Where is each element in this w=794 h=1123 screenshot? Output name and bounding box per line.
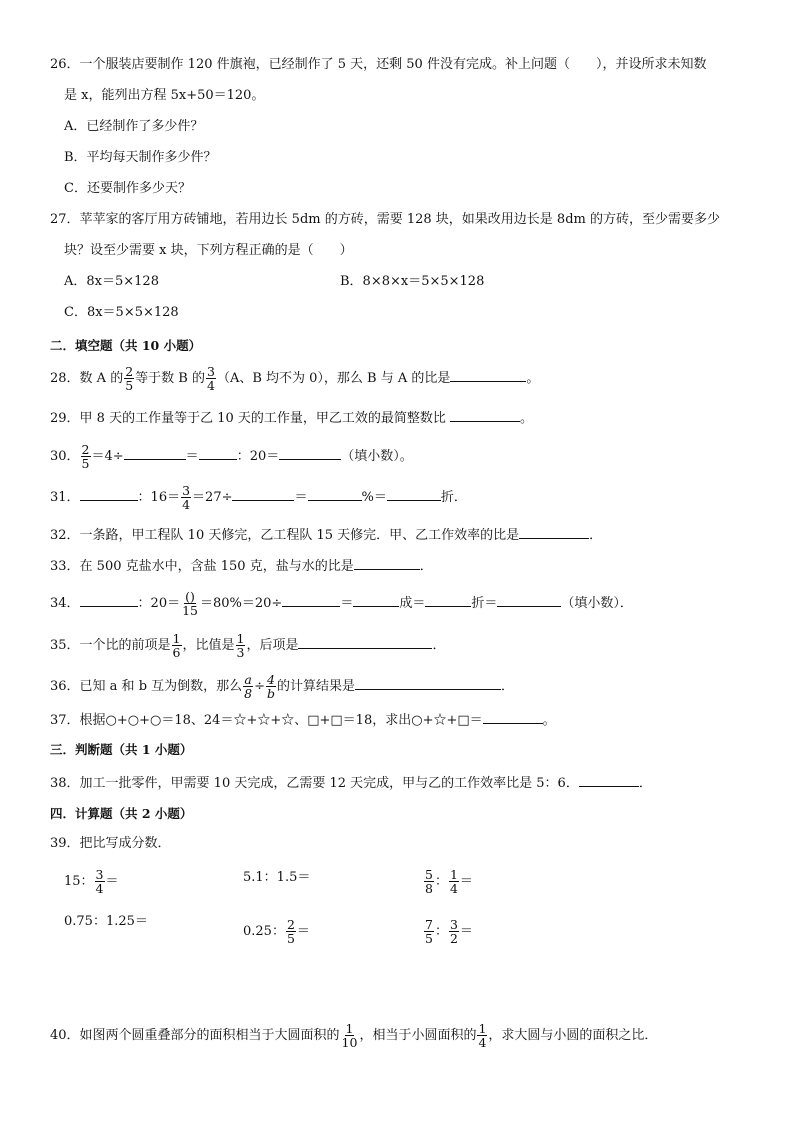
numerator: 1 bbox=[236, 631, 245, 646]
answer-blank[interactable] bbox=[124, 445, 186, 460]
numerator: () bbox=[185, 589, 195, 604]
q28 bbox=[50, 365, 539, 392]
fraction bbox=[424, 918, 434, 945]
denominator: 3 bbox=[236, 645, 245, 660]
q36 bbox=[50, 673, 514, 700]
answer-blank[interactable] bbox=[308, 486, 362, 501]
q32-text: 32．一条路，甲工程队 10 天修完，乙工程队 15 天修完．甲、乙工作效率的比是 bbox=[50, 528, 520, 543]
q34-text-b: ＝80%＝20÷ bbox=[200, 596, 283, 611]
fraction bbox=[206, 365, 216, 392]
answer-blank[interactable] bbox=[232, 486, 294, 501]
fraction bbox=[172, 632, 182, 659]
numerator: 2 bbox=[286, 917, 295, 932]
answer-blank[interactable] bbox=[425, 592, 471, 607]
denominator: b bbox=[267, 686, 276, 701]
fraction bbox=[286, 918, 296, 945]
ratio-colon: ： bbox=[434, 924, 448, 939]
fraction bbox=[449, 868, 459, 895]
denominator: 6 bbox=[172, 645, 181, 660]
numerator: 1 bbox=[345, 1021, 354, 1036]
denominator: 4 bbox=[206, 378, 215, 393]
q39-expr-1 bbox=[64, 868, 119, 895]
q39-title: 39．把比写成分数． bbox=[50, 836, 171, 851]
denominator: 5 bbox=[286, 931, 295, 946]
denominator: 8 bbox=[425, 881, 433, 896]
q27-option-b: B．8×8×x＝5×5×128 bbox=[340, 274, 485, 289]
equals: ＝ bbox=[296, 924, 310, 939]
answer-blank[interactable] bbox=[279, 445, 341, 460]
q27-option-a: A．8x＝5×128 bbox=[64, 274, 159, 289]
equals: ＝ bbox=[459, 924, 473, 939]
q35-text-a: 35．一个比的前项是 bbox=[50, 638, 171, 653]
answer-blank[interactable] bbox=[80, 592, 138, 607]
denominator: 4 bbox=[95, 881, 104, 896]
fraction bbox=[341, 1022, 359, 1049]
q30-text-a: ＝4÷ bbox=[91, 449, 124, 464]
q37 bbox=[50, 709, 556, 731]
q34-text-c: ＝ bbox=[340, 596, 354, 611]
q39-expr-3 bbox=[423, 868, 473, 895]
q27-line1: 27．苹苹家的客厅用方砖铺地，若用边长 5dm 的方砖，需要 128 块，如果改用边长是 8dm 的方砖，至少需要多少 bbox=[50, 212, 720, 227]
q39-expr-2: 5.1：1.5＝ bbox=[243, 870, 311, 885]
section-heading-calculation: 四．计算题（共 2 小题） bbox=[50, 806, 193, 821]
ratio-colon: ： bbox=[434, 874, 448, 889]
q36-text-b: 的计算结果是 bbox=[277, 679, 356, 694]
q27-line2: 块？设至少需要 x 块，下列方程正确的是（ ） bbox=[64, 243, 353, 258]
section-heading-fill-in: 二．填空题（共 10 小题） bbox=[50, 338, 202, 353]
denominator: 15 bbox=[182, 603, 198, 618]
q31-text-e: 折． bbox=[440, 490, 467, 505]
q36-text-a: 36．已知 a 和 b 互为倒数，那么 bbox=[50, 679, 243, 694]
denominator: 10 bbox=[341, 1035, 358, 1050]
equals: ＝ bbox=[459, 874, 473, 889]
q30-text-c: ：20＝ bbox=[236, 449, 280, 464]
answer-blank[interactable] bbox=[354, 555, 420, 570]
q34-text-d: 成＝ bbox=[399, 596, 426, 611]
q30-text-b: ＝ bbox=[185, 449, 199, 464]
q30-number: 30． bbox=[50, 449, 80, 464]
q33 bbox=[50, 555, 433, 577]
fraction bbox=[181, 590, 199, 617]
q40 bbox=[50, 1022, 657, 1049]
fraction bbox=[81, 443, 91, 470]
q29-end: 。 bbox=[520, 411, 534, 426]
fraction bbox=[124, 365, 134, 392]
answer-blank[interactable] bbox=[519, 524, 589, 539]
denominator: 4 bbox=[478, 1035, 487, 1050]
answer-blank[interactable] bbox=[579, 772, 639, 787]
q38-end: ． bbox=[638, 776, 652, 791]
numerator: 2 bbox=[81, 442, 90, 457]
numerator: 4 bbox=[267, 672, 275, 687]
expr-text: 0.25： bbox=[243, 924, 285, 939]
q35-text-c: ，后项是 bbox=[246, 638, 299, 653]
answer-blank[interactable] bbox=[80, 486, 138, 501]
q34 bbox=[50, 590, 633, 617]
q35-text-b: ，比值是 bbox=[182, 638, 235, 653]
denominator: 4 bbox=[449, 881, 458, 896]
fraction bbox=[449, 918, 459, 945]
answer-blank[interactable] bbox=[355, 675, 501, 690]
q28-end: 。 bbox=[526, 371, 540, 386]
q36-end: ． bbox=[501, 679, 515, 694]
q34-text-e: 折＝ bbox=[471, 596, 498, 611]
numerator: 3 bbox=[95, 867, 104, 882]
q37-text: 37．根据○+○+○＝18、24＝☆+☆+☆、□+□＝18，求出○+☆+□＝ bbox=[50, 713, 483, 728]
q31-text-d: %＝ bbox=[361, 490, 387, 505]
numerator: 5 bbox=[425, 867, 433, 882]
answer-blank[interactable] bbox=[387, 486, 441, 501]
numerator: 1 bbox=[478, 1021, 487, 1036]
q39-expr-6 bbox=[423, 918, 473, 945]
numerator: 7 bbox=[425, 917, 433, 932]
answer-blank[interactable] bbox=[298, 634, 432, 649]
q32 bbox=[50, 524, 602, 546]
q28-text-c: （A、B 均不为 0），那么 B 与 A 的比是 bbox=[216, 371, 451, 386]
q26-option-b: B．平均每天制作多少件？ bbox=[64, 150, 217, 165]
q40-text-c: ，求大圆与小圆的面积之比． bbox=[488, 1028, 658, 1043]
numerator: 1 bbox=[172, 631, 181, 646]
numerator: 3 bbox=[449, 917, 458, 932]
denominator: 4 bbox=[182, 497, 191, 512]
q33-end: ． bbox=[419, 559, 433, 574]
fraction bbox=[424, 868, 434, 895]
q28-text-a: 28．数 A 的 bbox=[50, 371, 124, 386]
answer-blank[interactable] bbox=[353, 592, 399, 607]
q27-option-c: C．8x＝5×5×128 bbox=[64, 305, 179, 320]
expr-text: 15： bbox=[64, 874, 94, 889]
q26-line2: 是 x，能列出方程 5x+50＝120。 bbox=[64, 88, 265, 103]
q30-text-d: （填小数）。 bbox=[341, 449, 413, 464]
q40-text-b: ，相当于小圆面积的 bbox=[359, 1028, 477, 1043]
fraction bbox=[266, 673, 276, 700]
fraction bbox=[95, 868, 105, 895]
section-heading-judgment: 三．判断题（共 1 小题） bbox=[50, 742, 193, 757]
q38 bbox=[50, 772, 652, 794]
q28-text-b: 等于数 B 的 bbox=[135, 371, 205, 386]
denominator: 2 bbox=[449, 931, 458, 946]
q30 bbox=[50, 443, 413, 470]
q26-option-c: C．还要制作多少天？ bbox=[64, 181, 191, 196]
numerator: 1 bbox=[449, 867, 458, 882]
q33-text: 33．在 500 克盐水中，含盐 150 克，盐与水的比是 bbox=[50, 559, 354, 574]
q26-line1: 26．一个服装店要制作 120 件旗袍，已经制作了 5 天，还剩 50 件没有完成。补上问题（ ），并设所求未知数 bbox=[50, 57, 707, 72]
q29-text: 29．甲 8 天的工作量等于乙 10 天的工作量，甲乙工效的最简整数比 bbox=[50, 411, 451, 426]
q35-end: ． bbox=[432, 638, 446, 653]
denominator: 5 bbox=[425, 931, 433, 946]
fraction bbox=[243, 673, 253, 700]
q39-expr-5 bbox=[243, 918, 310, 945]
q39-expr-4: 0.75：1.25＝ bbox=[64, 914, 148, 929]
numerator: a bbox=[244, 672, 252, 687]
q31-number: 31． bbox=[50, 490, 80, 505]
q32-end: ． bbox=[589, 528, 603, 543]
fraction bbox=[181, 484, 191, 511]
answer-blank[interactable] bbox=[199, 445, 237, 460]
q31-text-a: ：16＝ bbox=[137, 490, 181, 505]
denominator: 5 bbox=[81, 456, 90, 471]
q26-option-a: A．已经制作了多少件？ bbox=[64, 119, 204, 134]
answer-blank[interactable] bbox=[450, 407, 520, 422]
q40-text-a: 40．如图两个圆重叠部分的面积相当于大圆面积的 bbox=[50, 1028, 340, 1043]
denominator: 5 bbox=[125, 378, 134, 393]
numerator: 3 bbox=[182, 483, 191, 498]
denominator: 8 bbox=[244, 686, 253, 701]
equals: ＝ bbox=[105, 874, 119, 889]
divide-sign: ÷ bbox=[254, 679, 266, 694]
q37-end: 。 bbox=[542, 713, 556, 728]
numerator: 3 bbox=[206, 364, 215, 379]
q29 bbox=[50, 407, 533, 429]
q34-text-f: （填小数）． bbox=[561, 596, 633, 611]
answer-blank[interactable] bbox=[483, 709, 543, 724]
q31-text-b: ＝27÷ bbox=[192, 490, 233, 505]
numerator: 2 bbox=[125, 364, 134, 379]
answer-blank[interactable] bbox=[282, 592, 340, 607]
fraction bbox=[477, 1022, 487, 1049]
q31-text-c: ＝ bbox=[294, 490, 308, 505]
q38-text: 38．加工一批零件，甲需要 10 天完成，乙需要 12 天完成，甲与乙的工作效率比是 5：6． bbox=[50, 776, 579, 791]
q34-number: 34． bbox=[50, 596, 80, 611]
q31 bbox=[50, 484, 467, 511]
q34-text-a: ：20＝ bbox=[137, 596, 181, 611]
answer-blank[interactable] bbox=[450, 367, 526, 382]
fraction bbox=[236, 632, 246, 659]
q35 bbox=[50, 632, 446, 659]
answer-blank[interactable] bbox=[497, 592, 561, 607]
